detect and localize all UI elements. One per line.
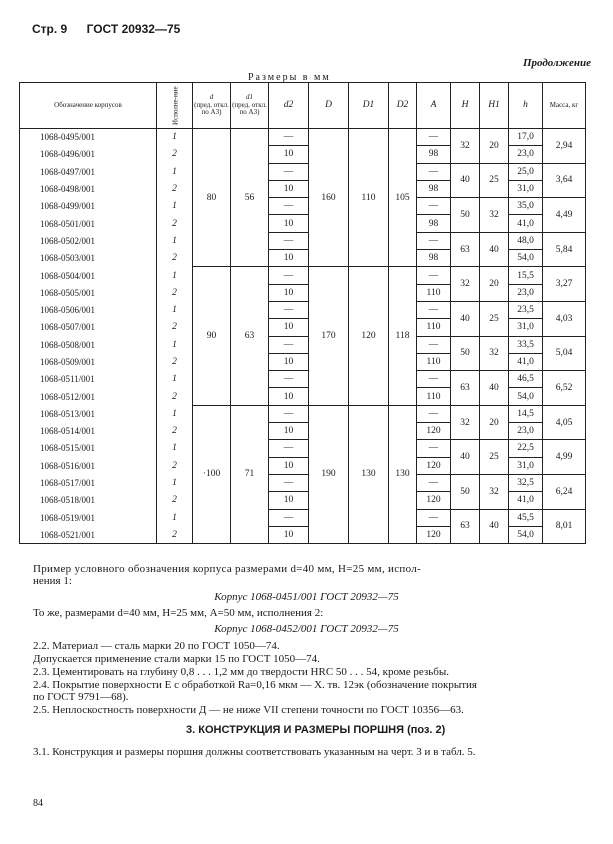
- cell-d1: 56: [231, 129, 269, 267]
- cell-D2: 130: [389, 405, 417, 543]
- cell-A: 98: [417, 250, 451, 267]
- cell-A: 110: [417, 319, 451, 336]
- para-2-3: 2.3. Цементировать на глубину 0,8 . . . 1,2 мм до твердости HRC 50 . . . 54, кроме резьбы.: [33, 666, 450, 678]
- table-row: [20, 232, 586, 249]
- cell-A: —: [417, 198, 451, 215]
- cell-mass: 4,49: [543, 198, 586, 233]
- col-d2: d2: [269, 83, 309, 129]
- cell-variant: 1: [157, 267, 193, 284]
- cell-d2: —: [269, 129, 309, 146]
- col-d1: d1 (пред. откл. по A3): [231, 83, 269, 129]
- cell-variant: 2: [157, 526, 193, 543]
- cell-h: 32,5: [509, 474, 543, 491]
- col-D: D: [309, 83, 349, 129]
- page-label: Стр. 9: [32, 22, 68, 36]
- cell-d2: 10: [269, 423, 309, 440]
- cell-designation: 1068-0502/001: [20, 232, 157, 249]
- example-line-2: нения 1:: [33, 575, 72, 587]
- cell-D1: 130: [349, 405, 389, 543]
- cell-designation: 1068-0504/001: [20, 267, 157, 284]
- cell-variant: 1: [157, 440, 193, 457]
- cell-designation: 1068-0505/001: [20, 284, 157, 301]
- table-row: [20, 474, 586, 491]
- cell-h: 25,0: [509, 163, 543, 180]
- cell-h: 41,0: [509, 492, 543, 509]
- cell-h: 14,5: [509, 405, 543, 422]
- table-header-row: [20, 83, 586, 129]
- cell-H1: 32: [480, 474, 509, 509]
- doc-code: ГОСТ 20932—75: [86, 22, 181, 36]
- cell-variant: 1: [157, 198, 193, 215]
- cell-designation: 1068-0519/001: [20, 509, 157, 526]
- table-row: [20, 198, 586, 215]
- cell-d2: 10: [269, 215, 309, 232]
- cell-d2: 10: [269, 319, 309, 336]
- cell-d2: 10: [269, 146, 309, 163]
- cell-H: 32: [451, 129, 480, 164]
- cell-h: 31,0: [509, 180, 543, 197]
- cell-d2: 10: [269, 180, 309, 197]
- col-variant: Исполне-ние: [157, 83, 193, 129]
- cell-A: 120: [417, 526, 451, 543]
- cell-A: —: [417, 405, 451, 422]
- cell-variant: 1: [157, 163, 193, 180]
- table-row: [20, 129, 586, 146]
- cell-H: 50: [451, 336, 480, 371]
- cell-H: 32: [451, 405, 480, 440]
- cell-variant: 1: [157, 232, 193, 249]
- cell-d1: 63: [231, 267, 269, 405]
- cell-designation: 1068-0512/001: [20, 388, 157, 405]
- cell-variant: 1: [157, 336, 193, 353]
- cell-h: 23,0: [509, 284, 543, 301]
- col-A: A: [417, 83, 451, 129]
- cell-D2: 105: [389, 129, 417, 267]
- cell-designation: 1068-0515/001: [20, 440, 157, 457]
- cell-variant: 1: [157, 509, 193, 526]
- section-3-title: 3. КОНСТРУКЦИЯ И РАЗМЕРЫ ПОРШНЯ (поз. 2): [186, 724, 446, 736]
- col-H1: H1: [480, 83, 509, 129]
- cell-designation: 1068-0497/001: [20, 163, 157, 180]
- cell-d2: 10: [269, 492, 309, 509]
- cell-A: —: [417, 509, 451, 526]
- cell-D2: 118: [389, 267, 417, 405]
- cell-variant: 2: [157, 423, 193, 440]
- cell-d2: —: [269, 336, 309, 353]
- para-2-5: 2.5. Неплоскостность поверхности Д — не ниже VII степени точности по ГОСТ 10356—63.: [33, 704, 464, 716]
- col-h: h: [509, 83, 543, 129]
- cell-A: 110: [417, 388, 451, 405]
- cell-h: 15,5: [509, 267, 543, 284]
- cell-d2: 10: [269, 284, 309, 301]
- cell-mass: 2,94: [543, 129, 586, 164]
- cell-A: —: [417, 267, 451, 284]
- cell-d: ·100: [193, 405, 231, 543]
- cell-mass: 3,27: [543, 267, 586, 302]
- cell-A: 98: [417, 215, 451, 232]
- cell-A: —: [417, 474, 451, 491]
- cell-D1: 110: [349, 129, 389, 267]
- cell-variant: 1: [157, 129, 193, 146]
- cell-d2: 10: [269, 353, 309, 370]
- cell-designation: 1068-0506/001: [20, 301, 157, 318]
- cell-d2: —: [269, 267, 309, 284]
- table-caption: Размеры в мм: [248, 72, 331, 83]
- cell-designation: 1068-0501/001: [20, 215, 157, 232]
- cell-h: 23,5: [509, 301, 543, 318]
- cell-designation: 1068-0518/001: [20, 492, 157, 509]
- cell-designation: 1068-0496/001: [20, 146, 157, 163]
- table-row: [20, 336, 586, 353]
- cell-designation: 1068-0509/001: [20, 353, 157, 370]
- cell-h: 46,5: [509, 371, 543, 388]
- cell-H: 50: [451, 198, 480, 233]
- page-header: [32, 22, 180, 36]
- cell-variant: 1: [157, 301, 193, 318]
- cell-A: 110: [417, 353, 451, 370]
- example-line-1: Пример условного обозначения корпуса размерами d=40 мм, H=25 мм, испол-: [33, 563, 422, 575]
- cell-designation: 1068-0499/001: [20, 198, 157, 215]
- cell-H1: 25: [480, 301, 509, 336]
- cell-d2: —: [269, 163, 309, 180]
- cell-h: 23,0: [509, 423, 543, 440]
- cell-A: —: [417, 129, 451, 146]
- cell-h: 45,5: [509, 509, 543, 526]
- cell-variant: 2: [157, 215, 193, 232]
- dimensions-table: [19, 82, 586, 544]
- cell-variant: 2: [157, 457, 193, 474]
- cell-h: 54,0: [509, 250, 543, 267]
- cell-d: 80: [193, 129, 231, 267]
- same-line: То же, размерами d=40 мм, H=25 мм, A=50 мм, исполнения 2:: [33, 607, 324, 619]
- cell-d: 90: [193, 267, 231, 405]
- table-row: [20, 301, 586, 318]
- cell-H1: 32: [480, 198, 509, 233]
- page-number: 84: [33, 798, 43, 809]
- cell-A: —: [417, 301, 451, 318]
- cell-h: 48,0: [509, 232, 543, 249]
- cell-designation: 1068-0514/001: [20, 423, 157, 440]
- cell-d2: 10: [269, 388, 309, 405]
- cell-designation: 1068-0508/001: [20, 336, 157, 353]
- cell-h: 54,0: [509, 388, 543, 405]
- cell-designation: 1068-0521/001: [20, 526, 157, 543]
- cell-d2: —: [269, 509, 309, 526]
- cell-H1: 40: [480, 371, 509, 406]
- col-D1: D1: [349, 83, 389, 129]
- cell-mass: 3,64: [543, 163, 586, 198]
- cell-d2: —: [269, 371, 309, 388]
- cell-d1: 71: [231, 405, 269, 543]
- cell-H1: 20: [480, 267, 509, 302]
- cell-mass: 4,05: [543, 405, 586, 440]
- cell-designation: 1068-0495/001: [20, 129, 157, 146]
- cell-D1: 120: [349, 267, 389, 405]
- table-row: [20, 440, 586, 457]
- table-row: [20, 371, 586, 388]
- cell-designation: 1068-0503/001: [20, 250, 157, 267]
- cell-H: 63: [451, 509, 480, 544]
- cell-d2: —: [269, 232, 309, 249]
- cell-A: 120: [417, 423, 451, 440]
- cell-designation: 1068-0507/001: [20, 319, 157, 336]
- cell-H: 40: [451, 301, 480, 336]
- cell-H1: 40: [480, 232, 509, 267]
- cell-H: 63: [451, 371, 480, 406]
- cell-h: 31,0: [509, 319, 543, 336]
- cell-variant: 1: [157, 474, 193, 491]
- cell-A: —: [417, 163, 451, 180]
- table-row: [20, 267, 586, 284]
- cell-H1: 40: [480, 509, 509, 544]
- example-formula-1: Корпус 1068-0451/001 ГОСТ 20932—75: [214, 591, 399, 603]
- cell-A: —: [417, 371, 451, 388]
- table-row: [20, 163, 586, 180]
- cell-h: 41,0: [509, 353, 543, 370]
- col-mass: Масса, кг: [543, 83, 586, 129]
- table-row: [20, 405, 586, 422]
- cell-variant: 1: [157, 405, 193, 422]
- cell-variant: 2: [157, 319, 193, 336]
- cell-d2: —: [269, 405, 309, 422]
- cell-designation: 1068-0517/001: [20, 474, 157, 491]
- cell-A: —: [417, 336, 451, 353]
- cell-variant: 2: [157, 180, 193, 197]
- para-2-4b: по ГОСТ 9791—68).: [33, 691, 129, 703]
- cell-A: 98: [417, 180, 451, 197]
- cell-H: 40: [451, 440, 480, 475]
- cell-h: 22,5: [509, 440, 543, 457]
- para-2-4a: 2.4. Покрытие поверхности Е с обработкой Ra=0,16 мкм — Х. тв. 12эк (обозначение покрытия: [33, 679, 477, 691]
- cell-D: 160: [309, 129, 349, 267]
- cell-H: 40: [451, 163, 480, 198]
- cell-h: 41,0: [509, 215, 543, 232]
- cell-d2: 10: [269, 250, 309, 267]
- cell-mass: 4,03: [543, 301, 586, 336]
- cell-designation: 1068-0516/001: [20, 457, 157, 474]
- example-formula-2: Корпус 1068-0452/001 ГОСТ 20932—75: [214, 623, 399, 635]
- cell-mass: 4,99: [543, 440, 586, 475]
- cell-A: 98: [417, 146, 451, 163]
- cell-h: 33,5: [509, 336, 543, 353]
- cell-d2: 10: [269, 526, 309, 543]
- cell-D: 170: [309, 267, 349, 405]
- cell-A: —: [417, 232, 451, 249]
- cell-h: 31,0: [509, 457, 543, 474]
- cell-H1: 25: [480, 440, 509, 475]
- cell-A: 120: [417, 492, 451, 509]
- col-H: H: [451, 83, 480, 129]
- cell-variant: 2: [157, 492, 193, 509]
- col-d: d (пред. откл. по A3): [193, 83, 231, 129]
- cell-d2: —: [269, 198, 309, 215]
- cell-H1: 32: [480, 336, 509, 371]
- cell-mass: 6,52: [543, 371, 586, 406]
- continuation-label: Продолжение: [522, 57, 591, 69]
- cell-d2: —: [269, 301, 309, 318]
- para-3-1: 3.1. Конструкция и размеры поршня должны соответствовать указанным на черт. 3 и в табл. 5.: [33, 746, 476, 758]
- cell-mass: 5,84: [543, 232, 586, 267]
- cell-D: 190: [309, 405, 349, 543]
- cell-A: 120: [417, 457, 451, 474]
- cell-h: 35,0: [509, 198, 543, 215]
- cell-A: 110: [417, 284, 451, 301]
- table-row: [20, 509, 586, 526]
- cell-H1: 20: [480, 129, 509, 164]
- col-D2: D2: [389, 83, 417, 129]
- col-designation: Обозначение корпусов: [20, 83, 157, 129]
- cell-mass: 8,01: [543, 509, 586, 544]
- cell-variant: 2: [157, 284, 193, 301]
- cell-d2: —: [269, 474, 309, 491]
- para-2-2b: Допускается применение стали марки 15 по ГОСТ 1050—74.: [33, 653, 320, 665]
- cell-h: 17,0: [509, 129, 543, 146]
- cell-H1: 20: [480, 405, 509, 440]
- cell-variant: 2: [157, 250, 193, 267]
- cell-designation: 1068-0513/001: [20, 405, 157, 422]
- para-2-2: 2.2. Материал — сталь марки 20 по ГОСТ 1050—74.: [33, 640, 280, 652]
- cell-designation: 1068-0498/001: [20, 180, 157, 197]
- cell-H: 32: [451, 267, 480, 302]
- cell-A: —: [417, 440, 451, 457]
- cell-variant: 2: [157, 146, 193, 163]
- cell-designation: 1068-0511/001: [20, 371, 157, 388]
- cell-H: 50: [451, 474, 480, 509]
- cell-H: 63: [451, 232, 480, 267]
- cell-H1: 25: [480, 163, 509, 198]
- cell-h: 23,0: [509, 146, 543, 163]
- cell-d2: 10: [269, 457, 309, 474]
- cell-d2: —: [269, 440, 309, 457]
- cell-mass: 5,04: [543, 336, 586, 371]
- cell-mass: 6,24: [543, 474, 586, 509]
- cell-h: 54,0: [509, 526, 543, 543]
- cell-variant: 2: [157, 388, 193, 405]
- cell-variant: 2: [157, 353, 193, 370]
- cell-variant: 1: [157, 371, 193, 388]
